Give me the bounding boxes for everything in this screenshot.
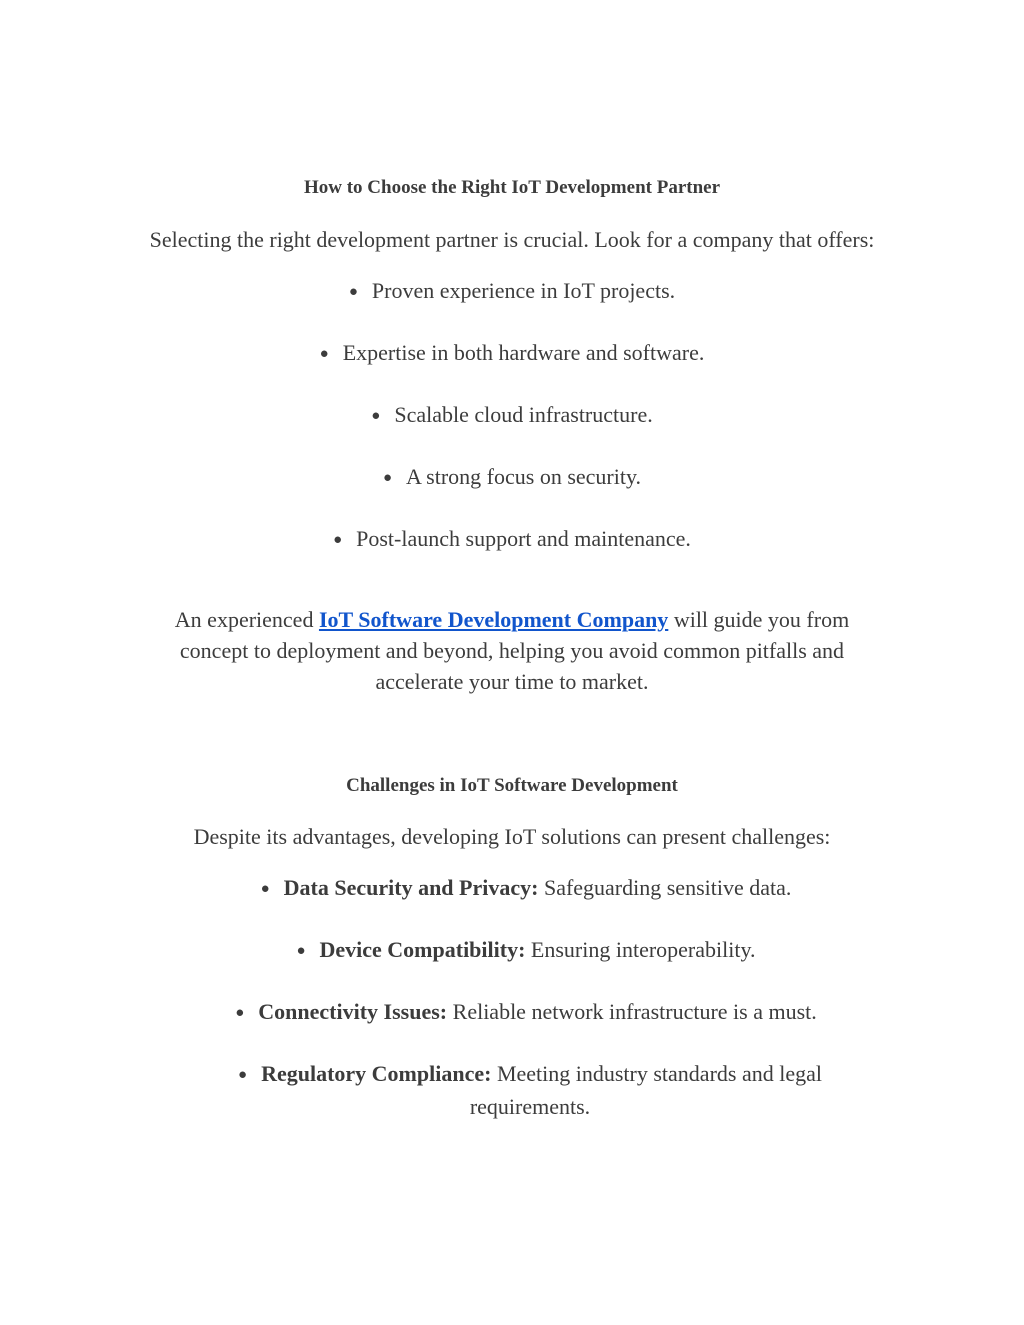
bullet-icon: ● bbox=[260, 881, 270, 897]
list-item-term: Device Compatibility: bbox=[319, 937, 526, 962]
bullet-icon: ● bbox=[348, 284, 358, 300]
list-item-term: Connectivity Issues: bbox=[258, 999, 448, 1024]
company-link[interactable]: IoT Software Development Company bbox=[318, 607, 669, 632]
closing-paragraph bbox=[140, 604, 884, 697]
bullet-icon: ● bbox=[333, 532, 343, 548]
list-item-text: Post-launch support and maintenance. bbox=[356, 526, 691, 551]
list-item-text: Expertise in both hardware and software. bbox=[342, 340, 705, 365]
list-item bbox=[14, 996, 1024, 1029]
list-item-text: Proven experience in IoT projects. bbox=[371, 278, 676, 303]
list-item bbox=[14, 872, 1024, 905]
list-item bbox=[0, 523, 1024, 556]
bullet-icon: ● bbox=[235, 1005, 245, 1021]
bullet-icon: ● bbox=[319, 346, 329, 362]
list-item bbox=[0, 399, 1024, 432]
section-heading-partner: How to Choose the Right IoT Development Partner bbox=[303, 177, 721, 198]
list-item-text: Safeguarding sensitive data. bbox=[538, 875, 792, 900]
intro-partner: Selecting the right development partner is crucial. Look for a company that offers: bbox=[149, 227, 875, 252]
list-item bbox=[0, 461, 1024, 494]
list-item bbox=[0, 275, 1024, 308]
list-item bbox=[14, 934, 1024, 967]
list-item bbox=[0, 337, 1024, 370]
intro-challenges: Despite its advantages, developing IoT solutions can present challenges: bbox=[193, 824, 831, 849]
bullet-icon: ● bbox=[382, 470, 392, 486]
list-item-text: Scalable cloud infrastructure. bbox=[394, 402, 653, 427]
list-item-text: Meeting industry standards and legal requirements. bbox=[469, 1061, 822, 1119]
list-item-text: A strong focus on security. bbox=[406, 464, 642, 489]
list-item-term: Data Security and Privacy: bbox=[283, 875, 539, 900]
section-heading-challenges: Challenges in IoT Software Development bbox=[346, 775, 678, 796]
bullet-icon: ● bbox=[371, 408, 381, 424]
list-item-text: Ensuring interoperability. bbox=[525, 937, 756, 962]
list-item-term: Regulatory Compliance: bbox=[261, 1061, 492, 1086]
closing-text-before: An experienced bbox=[174, 607, 319, 632]
list-item bbox=[190, 1058, 870, 1122]
list-item-text: Reliable network infrastructure is a must. bbox=[447, 999, 817, 1024]
closing-text-after: will guide you from concept to deployment and beyond, helping you avoid common pitfalls and accelerate your time to market. bbox=[179, 607, 850, 694]
bullet-icon: ● bbox=[238, 1067, 248, 1083]
bullet-icon: ● bbox=[296, 943, 306, 959]
